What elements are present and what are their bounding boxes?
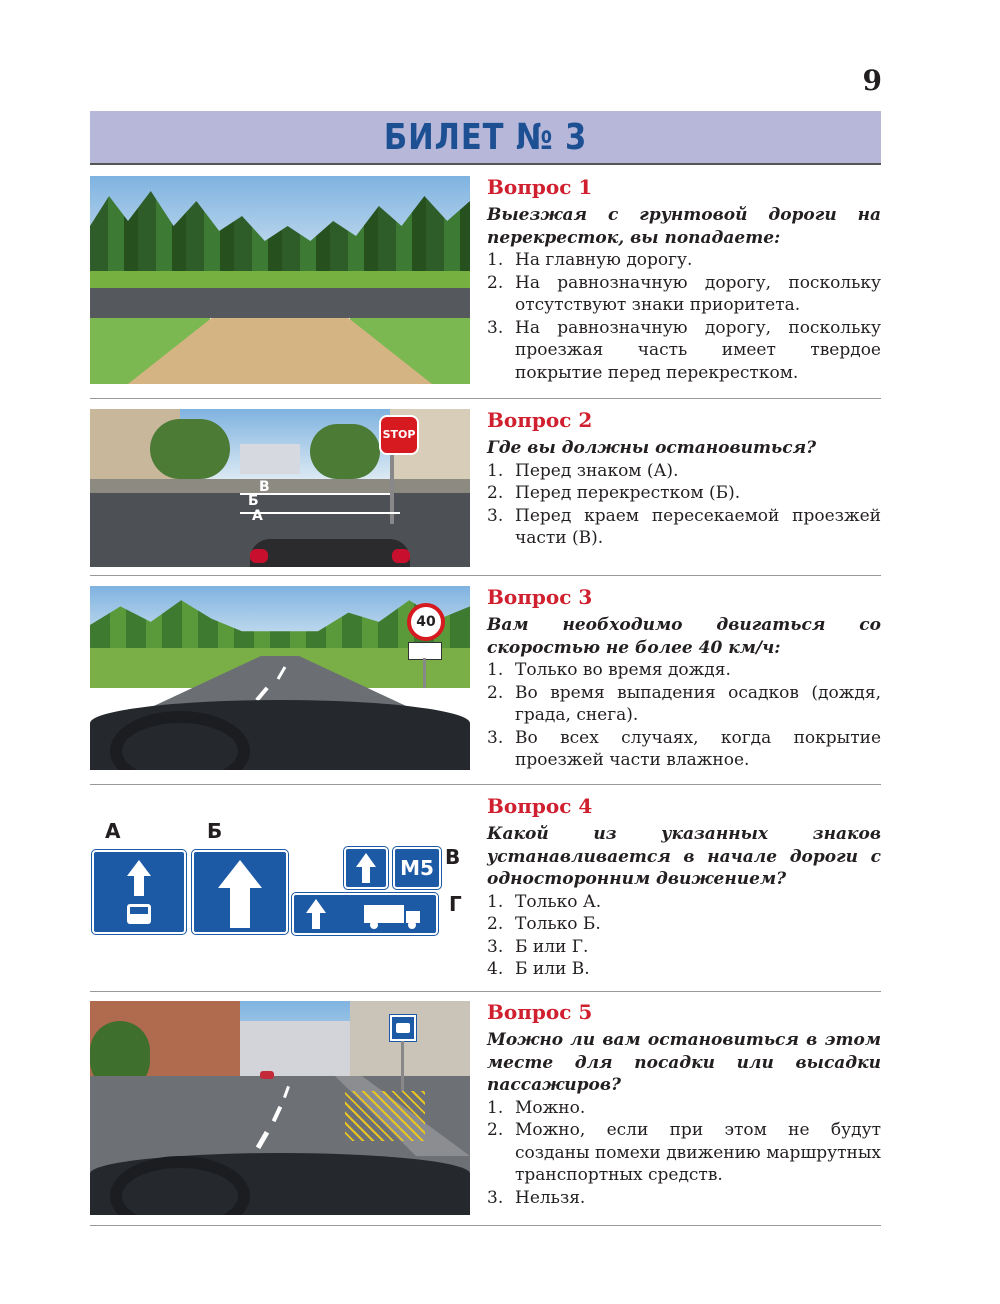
answer-item: 2. Только Б. — [487, 914, 601, 934]
stop-sign: STOP — [379, 415, 419, 455]
question-5 — [90, 1001, 881, 1227]
question-3-answers — [487, 659, 881, 772]
answer-item: 2. Перед перекрестком (Б). — [487, 483, 741, 503]
answer-item: 1. Перед знаком (А). — [487, 460, 679, 481]
question-3-text: Вам необходимо двигаться со скоростью не более 40 км/ч: — [487, 615, 881, 658]
answer-item: 4. Б или В. — [487, 959, 590, 979]
ticket-title: БИЛЕТ № 3 — [383, 117, 588, 158]
divider — [90, 991, 881, 992]
answer-item: 3. Б или Г. — [487, 936, 589, 957]
question-1-answers — [487, 249, 881, 384]
ticket-header — [90, 111, 881, 165]
question-1-text: Выезжая с грунтовой дороги на перекресток, вы попадаете: — [487, 205, 881, 248]
sign-g-truck-direction — [292, 893, 438, 935]
divider — [90, 575, 881, 576]
sign-label-v: В — [445, 845, 461, 869]
question-4-image — [90, 795, 470, 985]
label-v: В — [259, 479, 270, 495]
question-1-title: Вопрос 1 — [487, 175, 593, 199]
answer-item: 3. Нельзя. — [487, 1187, 586, 1208]
question-1-image — [90, 176, 470, 384]
sign-label-a: А — [105, 819, 121, 843]
question-3-title: Вопрос 3 — [487, 585, 593, 609]
sign-b-one-way — [192, 850, 288, 934]
sign-v-lane-direction — [344, 847, 388, 889]
question-4-answers — [487, 891, 881, 981]
question-2 — [90, 409, 881, 577]
answer-item: 2. Во время выпадения осадков (дождя, града, снега). — [487, 682, 881, 725]
question-5-answers — [487, 1097, 881, 1210]
answer-item: 3. Перед краем пересекаемой проезжей части (В). — [487, 505, 881, 548]
label-a: А — [252, 508, 263, 524]
answer-item: 1. На главную дорогу. — [487, 250, 693, 270]
divider — [90, 1225, 881, 1226]
sign-v-route — [393, 847, 441, 889]
answer-item: 2. На равнозначную дорогу, поскольку отсутствуют знаки приоритета. — [487, 272, 881, 315]
question-2-answers — [487, 460, 881, 550]
page-number: 9 — [862, 64, 882, 97]
question-4-title: Вопрос 4 — [487, 794, 593, 818]
bus-stop-sign — [390, 1015, 416, 1041]
question-5-image — [90, 1001, 470, 1215]
answer-item: 3. На равнозначную дорогу, поскольку проезжая часть имеет твердое покрытие перед перекрестком. — [487, 317, 881, 383]
question-5-title: Вопрос 5 — [487, 1000, 593, 1024]
sign-label-b: Б — [207, 819, 223, 843]
question-3-image — [90, 586, 470, 770]
question-2-text: Где вы должны остановиться? — [487, 438, 817, 458]
label-b: Б — [248, 493, 259, 509]
route-number: М5 — [400, 856, 434, 880]
question-4-text: Какой из указанных знаков устанавливается в начале дороги с односторонним движением? — [487, 824, 881, 889]
divider — [90, 784, 881, 785]
sign-label-g: Г — [449, 892, 462, 916]
answer-item: 2. Можно, если при этом не будут созданы помехи движению маршрутных транспортных средств. — [487, 1120, 881, 1185]
answer-item: 1. Можно. — [487, 1097, 586, 1118]
sign-a-bus-lane — [92, 850, 186, 934]
answer-item: 3. Во всех случаях, когда покрытие проезжей части влажное. — [487, 727, 881, 770]
question-1 — [90, 176, 881, 400]
speed-limit-sign: 40 — [407, 603, 445, 641]
question-2-image — [90, 409, 470, 567]
question-2-title: Вопрос 2 — [487, 408, 593, 432]
question-4 — [90, 795, 881, 995]
divider — [90, 398, 881, 399]
answer-item: 1. Только А. — [487, 891, 602, 912]
question-5-text: Можно ли вам остановиться в этом месте для посадки или высадки пассажиров? — [487, 1030, 881, 1095]
question-3 — [90, 586, 881, 786]
answer-item: 1. Только во время дождя. — [487, 660, 731, 680]
